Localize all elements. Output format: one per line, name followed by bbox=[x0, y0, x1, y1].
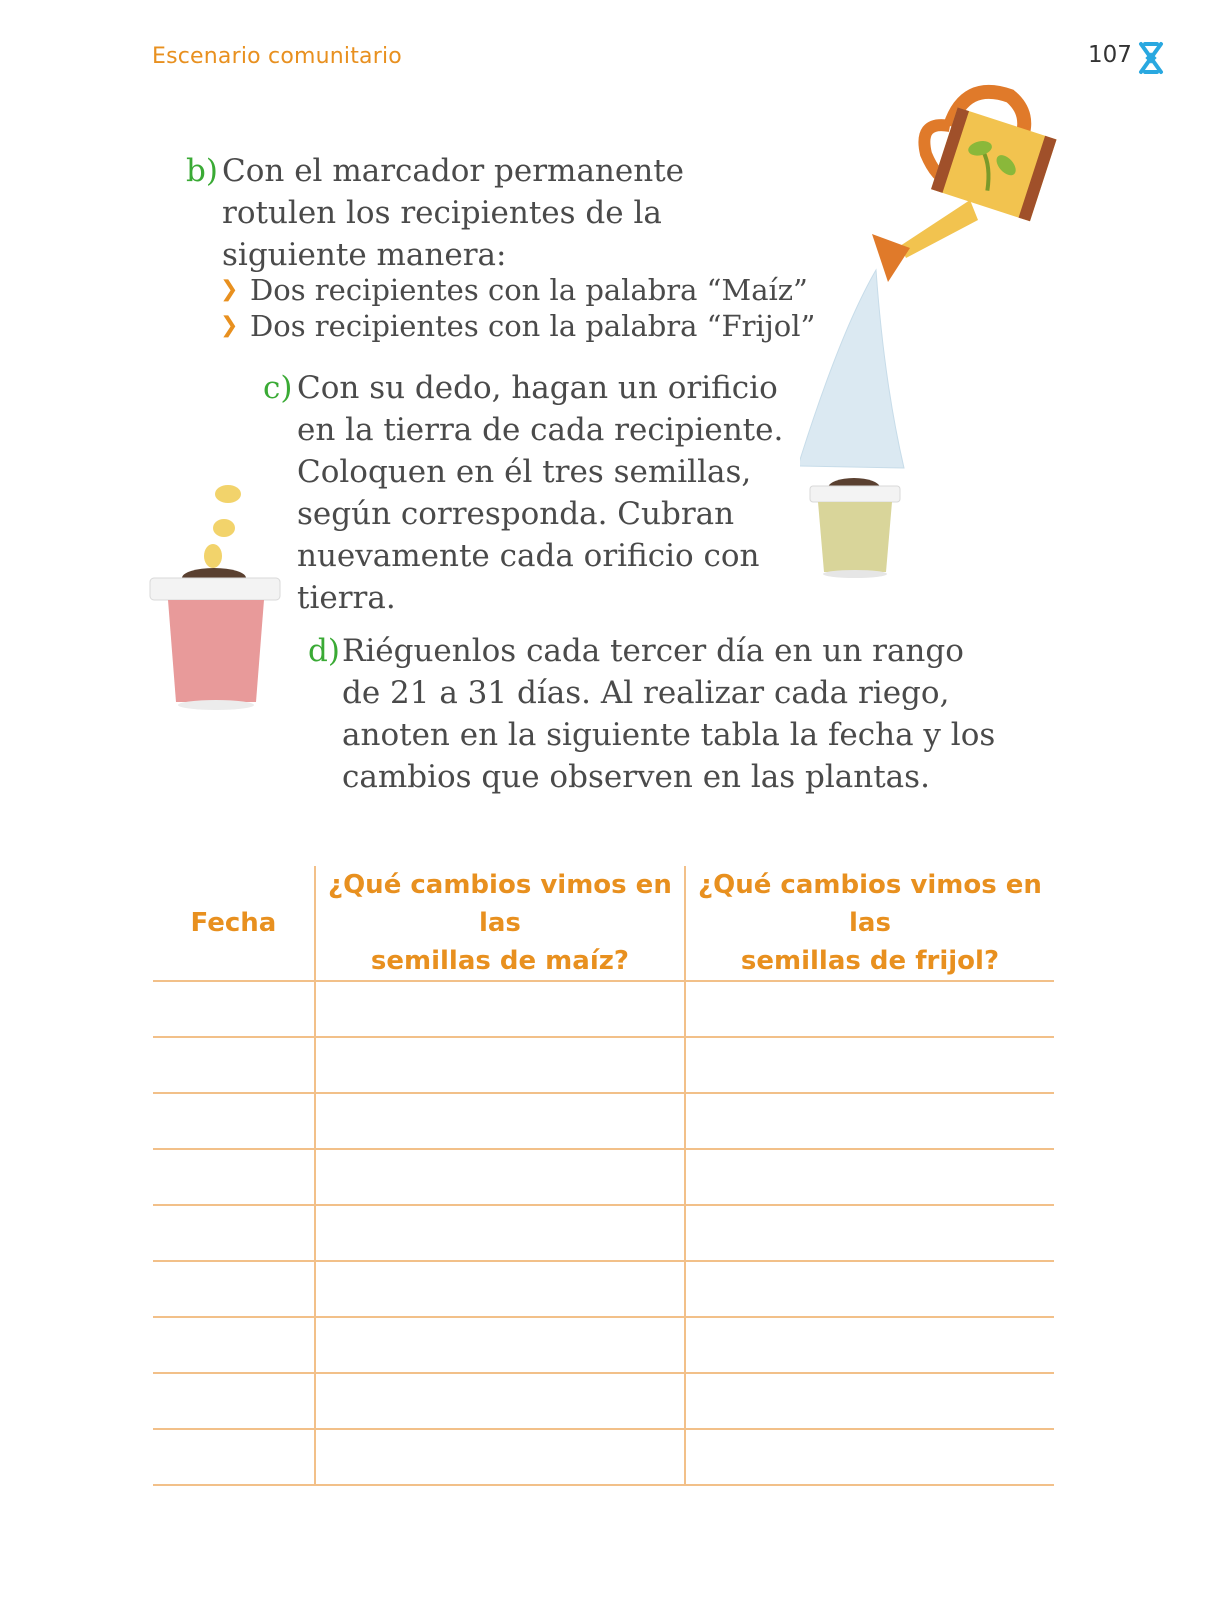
fecha-cell[interactable] bbox=[153, 1037, 315, 1093]
crosshatch-logo-icon bbox=[1135, 40, 1167, 76]
table-header-row bbox=[153, 866, 1054, 981]
maiz-cell[interactable] bbox=[315, 1261, 685, 1317]
table-row bbox=[153, 1261, 1054, 1317]
table-row bbox=[153, 981, 1054, 1037]
maiz-cell[interactable] bbox=[315, 1037, 685, 1093]
step-b-letter: b) bbox=[186, 153, 218, 189]
small-cup-illustration bbox=[806, 474, 906, 586]
header-frijol-line: semillas de frijol? bbox=[740, 946, 1000, 976]
chevron-right-icon: ❯ bbox=[220, 313, 239, 338]
step-b-line: Con el marcador permanente bbox=[222, 153, 685, 189]
step-b-line: siguiente manera: bbox=[222, 237, 507, 273]
section-title: Escenario comunitario bbox=[152, 44, 402, 69]
fecha-cell[interactable] bbox=[153, 1429, 315, 1485]
table-row bbox=[153, 1429, 1054, 1485]
frijol-cell[interactable] bbox=[685, 1373, 1054, 1429]
frijol-cell[interactable] bbox=[685, 1037, 1054, 1093]
header-fecha: Fecha bbox=[153, 866, 315, 981]
step-c bbox=[263, 367, 784, 616]
step-c-line: Coloquen en él tres semillas, bbox=[297, 454, 752, 490]
observation-table bbox=[153, 866, 1054, 1486]
bullet-text: Dos recipientes con la palabra “Maíz” bbox=[250, 273, 808, 307]
frijol-cell[interactable] bbox=[685, 1261, 1054, 1317]
table-row bbox=[153, 1037, 1054, 1093]
fecha-cell[interactable] bbox=[153, 1093, 315, 1149]
step-d-line: de 21 a 31 días. Al realizar cada riego, bbox=[342, 675, 950, 711]
maiz-cell[interactable] bbox=[315, 981, 685, 1037]
step-c-line: en la tierra de cada recipiente. bbox=[297, 412, 784, 448]
frijol-cell[interactable] bbox=[685, 1149, 1054, 1205]
table-row bbox=[153, 1317, 1054, 1373]
maiz-cell[interactable] bbox=[315, 1373, 685, 1429]
frijol-cell[interactable] bbox=[685, 1317, 1054, 1373]
step-d-line: cambios que observen en las plantas. bbox=[342, 759, 930, 795]
step-c-line: tierra. bbox=[297, 580, 396, 616]
table-row bbox=[153, 1373, 1054, 1429]
maiz-cell[interactable] bbox=[315, 1149, 685, 1205]
table-row bbox=[153, 1205, 1054, 1261]
step-d bbox=[308, 630, 996, 795]
fecha-cell[interactable] bbox=[153, 1261, 315, 1317]
step-b-bullet-list bbox=[220, 272, 815, 344]
header-maiz-line: ¿Qué cambios vimos en las bbox=[328, 870, 672, 938]
header-maiz bbox=[315, 866, 685, 981]
maiz-cell[interactable] bbox=[315, 1429, 685, 1485]
step-c-line: según corresponda. Cubran bbox=[297, 496, 735, 532]
fecha-cell[interactable] bbox=[153, 1373, 315, 1429]
step-d-letter: d) bbox=[308, 633, 340, 669]
header-maiz-line: semillas de maíz? bbox=[370, 946, 629, 976]
bullet-item bbox=[220, 272, 815, 308]
step-d-line: anoten en la siguiente tabla la fecha y los bbox=[342, 717, 996, 753]
maiz-cell[interactable] bbox=[315, 1317, 685, 1373]
pink-cup-seeds-illustration bbox=[148, 484, 284, 716]
table-row bbox=[153, 1093, 1054, 1149]
table-row bbox=[153, 1149, 1054, 1205]
fecha-cell[interactable] bbox=[153, 1205, 315, 1261]
bullet-item bbox=[220, 308, 815, 344]
step-c-line: nuevamente cada orificio con bbox=[297, 538, 760, 574]
maiz-cell[interactable] bbox=[315, 1205, 685, 1261]
step-b-line: rotulen los recipientes de la bbox=[222, 195, 662, 231]
page-number: 107 bbox=[1088, 42, 1132, 68]
maiz-cell[interactable] bbox=[315, 1093, 685, 1149]
step-b bbox=[186, 150, 746, 273]
step-c-letter: c) bbox=[263, 370, 293, 406]
frijol-cell[interactable] bbox=[685, 1093, 1054, 1149]
chevron-right-icon: ❯ bbox=[220, 277, 239, 302]
step-c-line: Con su dedo, hagan un orificio bbox=[297, 370, 778, 406]
header-frijol bbox=[685, 866, 1054, 981]
frijol-cell[interactable] bbox=[685, 981, 1054, 1037]
step-d-line: Riéguenlos cada tercer día en un rango bbox=[342, 633, 964, 669]
fecha-cell[interactable] bbox=[153, 1149, 315, 1205]
frijol-cell[interactable] bbox=[685, 1205, 1054, 1261]
bullet-text: Dos recipientes con la palabra “Frijol” bbox=[250, 309, 816, 343]
frijol-cell[interactable] bbox=[685, 1429, 1054, 1485]
watering-can-illustration bbox=[800, 82, 1070, 492]
fecha-cell[interactable] bbox=[153, 981, 315, 1037]
fecha-cell[interactable] bbox=[153, 1317, 315, 1373]
header-frijol-line: ¿Qué cambios vimos en las bbox=[698, 870, 1042, 938]
